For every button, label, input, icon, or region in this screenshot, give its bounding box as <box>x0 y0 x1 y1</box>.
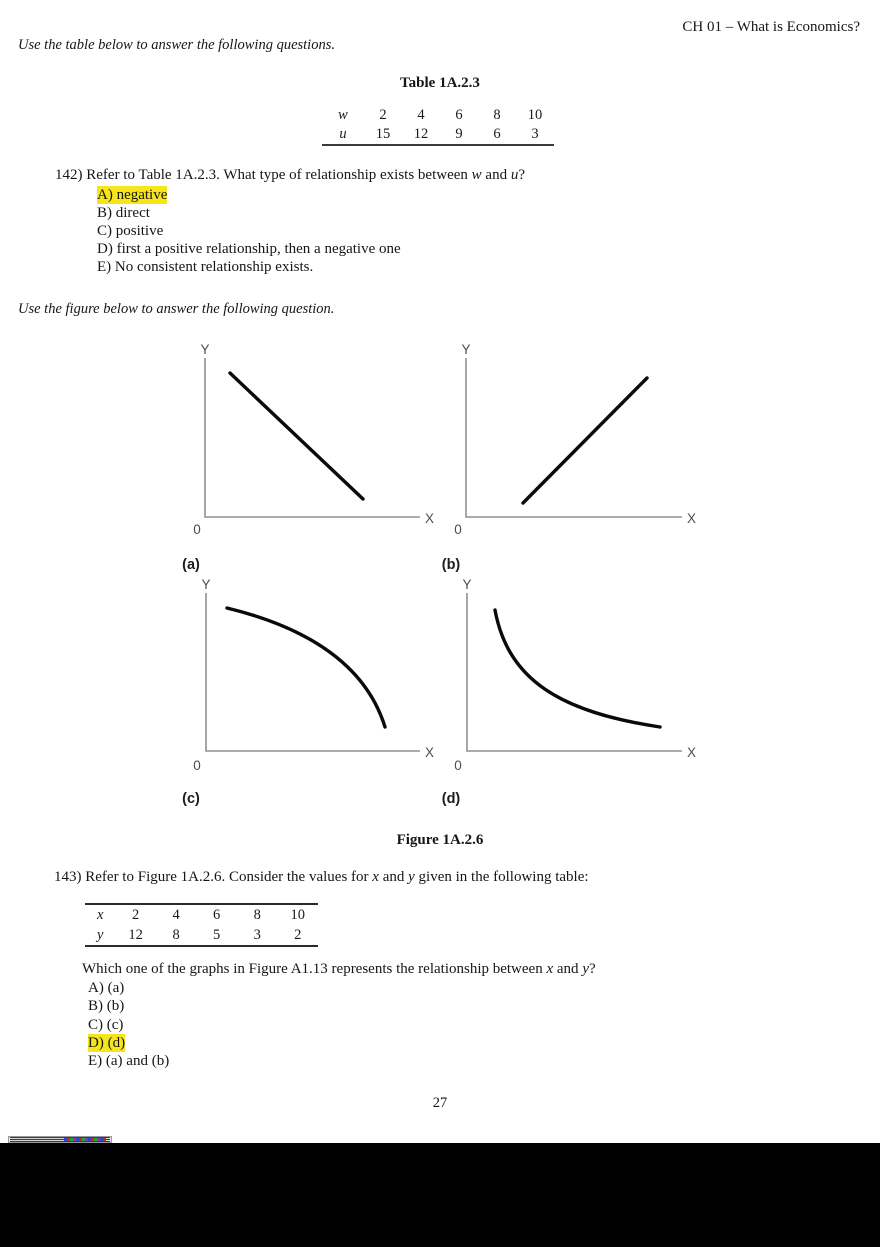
table1-row-u-label: u <box>339 126 347 142</box>
panel-d-label: (d) <box>441 791 461 807</box>
page-number: 27 <box>432 1095 448 1111</box>
table1 <box>322 106 554 146</box>
figure-panel-c <box>182 577 434 807</box>
page-header: CH 01 – What is Economics? <box>682 19 860 35</box>
q143-table <box>85 903 318 947</box>
figure-panel-a <box>182 342 434 573</box>
q143-number: 143) <box>54 869 82 885</box>
panel-b-label: (b) <box>441 557 461 573</box>
q143-option-a: A) (a) <box>88 980 125 996</box>
panel-a-x-label: X <box>425 511 435 526</box>
q142-question: 142) Refer to Table 1A.2.3. What type of relationship exists between w and u? <box>55 167 525 183</box>
panel-d-convex-curve <box>495 610 660 727</box>
table1-title: Table 1A.2.3 <box>400 75 480 91</box>
figure-panel-d <box>442 577 696 807</box>
q142-option-e: E) No consistent relationship exists. <box>97 259 314 276</box>
q142-option-b: B) direct <box>97 205 150 222</box>
panel-b-x-label: X <box>687 511 697 526</box>
table1-row-u: u 15 12 9 6 3 <box>322 125 554 145</box>
figure-panel-b <box>442 342 696 573</box>
panel-c-origin-label: 0 <box>193 758 201 773</box>
panel-a-origin-label: 0 <box>193 522 201 537</box>
q143-option-c: C) (c) <box>88 1016 124 1033</box>
artifact-color-dots <box>64 1138 106 1141</box>
panel-c-concave-curve <box>227 608 385 727</box>
figure-caption: Figure 1A.2.6 <box>396 832 484 848</box>
bottom-black-bar <box>0 1143 880 1247</box>
figure-1a26 <box>0 330 880 810</box>
panel-d-origin-label: 0 <box>454 758 462 773</box>
q143-option-d: D) (d) <box>88 1034 126 1051</box>
q143-question: Which one of the graphs in Figure A1.13 represents the relationship between x and y? <box>82 961 596 977</box>
q142-option-c: C) positive <box>97 223 164 240</box>
q142-option-d: D) first a positive relationship, then a negative one <box>97 241 401 258</box>
panel-d-y-label: Y <box>462 577 472 592</box>
table1-row-w: w 2 4 6 8 10 <box>322 106 554 125</box>
q142-option-a: A) negative <box>97 187 168 203</box>
panel-a-y-label: Y <box>200 342 210 357</box>
table-instruction: Use the table below to answer the following questions. <box>18 37 335 53</box>
panel-b-y-label: Y <box>461 342 471 357</box>
panel-a-label: (a) <box>182 557 200 573</box>
q142-number: 142) <box>55 167 83 183</box>
panel-b-origin-label: 0 <box>454 522 462 537</box>
panel-c-x-label: X <box>425 745 435 760</box>
q143-table-row-y: y 12 8 5 3 2 <box>85 925 318 946</box>
q143-option-e: E) (a) and (b) <box>88 1053 170 1070</box>
panel-b-positive-line <box>523 378 647 503</box>
q143-table-row-y-label: y <box>96 926 104 943</box>
q143-option-b: B) (b) <box>88 998 125 1015</box>
panel-d-x-label: X <box>687 745 697 760</box>
figure-instruction: Use the figure below to answer the following question. <box>18 301 335 317</box>
q142-options <box>97 186 401 276</box>
q143-table-row-x: x 2 4 6 8 10 <box>85 904 318 925</box>
q143-options <box>88 979 169 1070</box>
panel-a-negative-line <box>230 373 363 499</box>
panel-c-y-label: Y <box>201 577 211 592</box>
q143-question-intro: 143) Refer to Figure 1A.2.6. Consider the values for x and y given in the following table: <box>54 869 589 885</box>
q143-table-row-x-label: x <box>96 906 104 923</box>
table1-row-w-label: w <box>338 107 348 123</box>
window-artifact-strip <box>8 1136 112 1143</box>
panel-c-label: (c) <box>182 791 200 807</box>
